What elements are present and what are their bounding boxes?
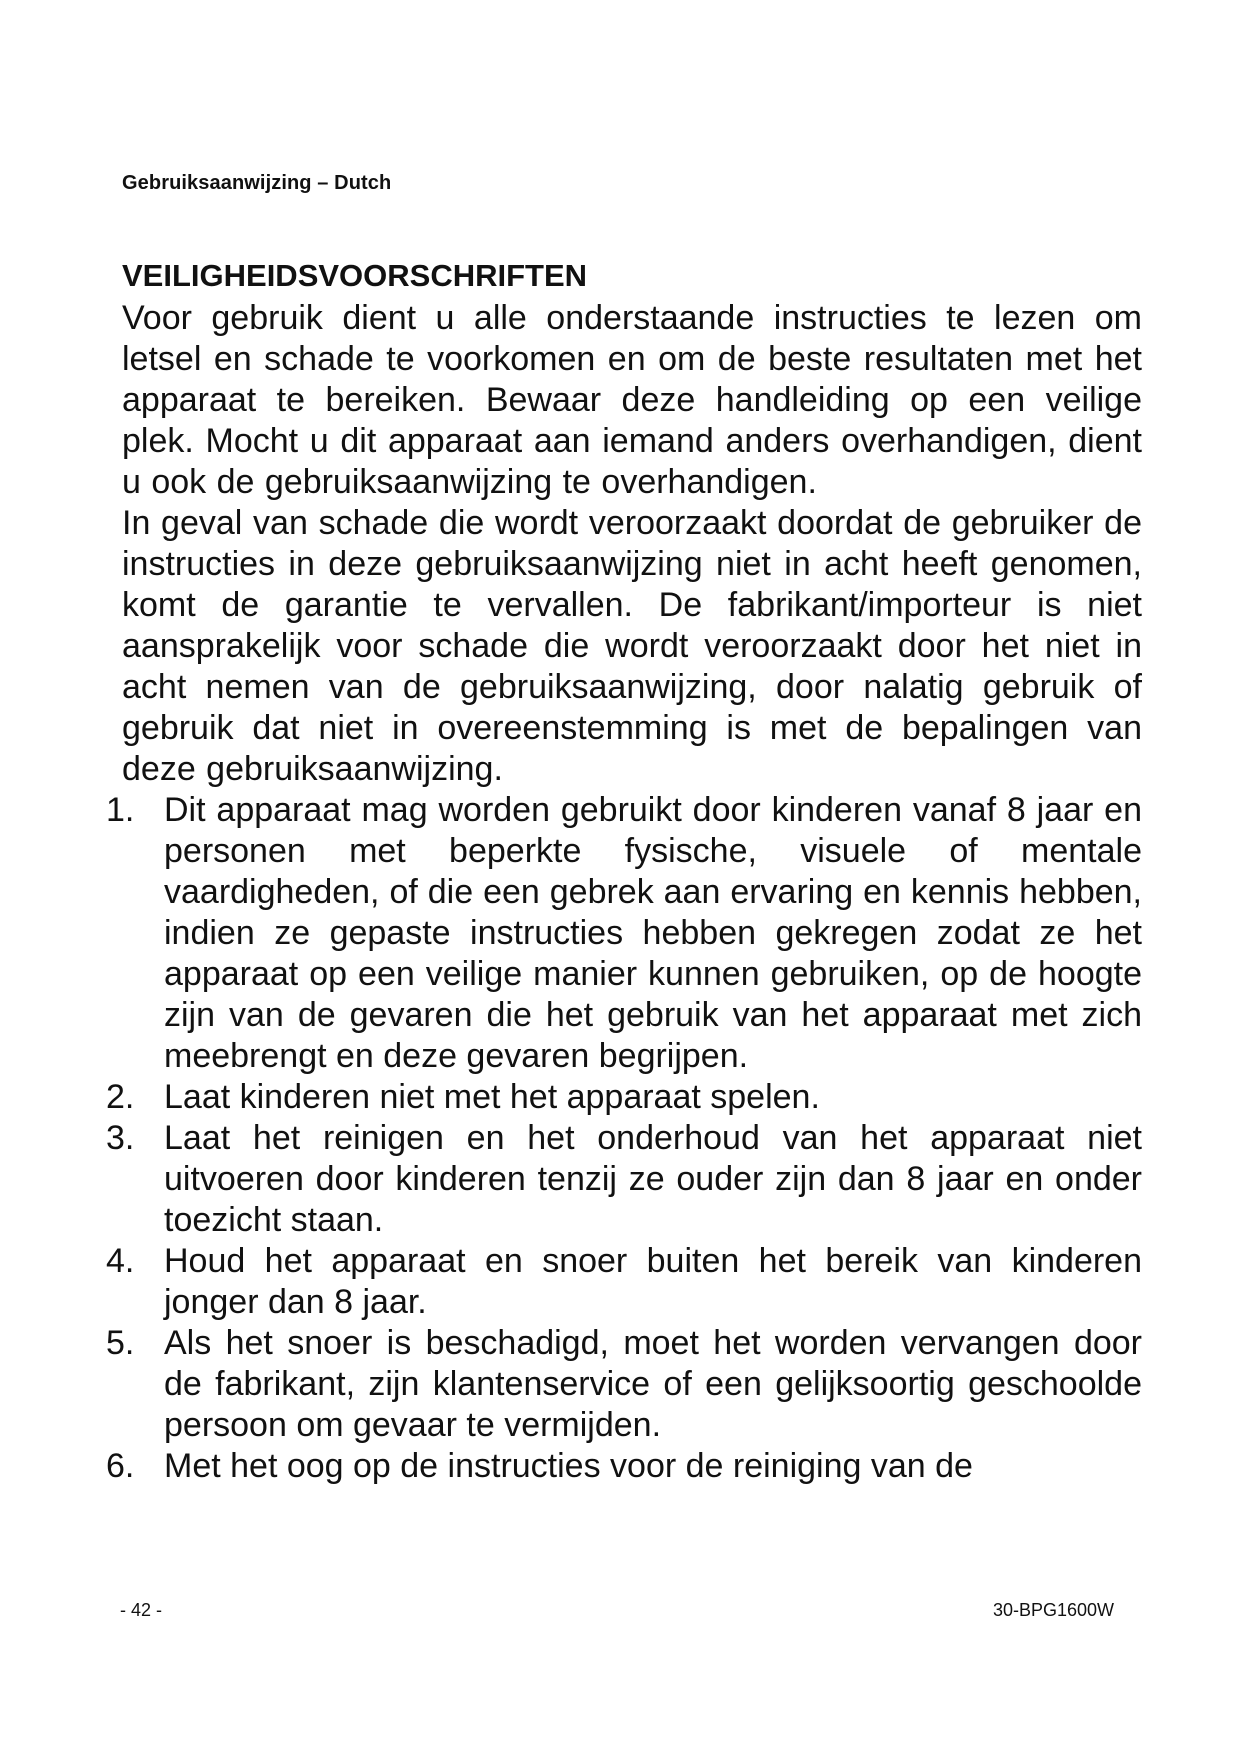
list-item [106,1446,1142,1487]
list-item-text: Laat het reinigen en het onderhoud van het apparaat niet uitvoeren door kinderen tenzij ze ouder zijn dan 8 jaar en onder toezicht staan. [164,1119,1142,1239]
safety-instructions-list [106,790,1142,1487]
page-content [106,256,1142,1487]
list-item [106,790,1142,1077]
list-item [106,1241,1142,1323]
list-item-number: 2. [106,1078,135,1116]
list-item-number: 6. [106,1447,135,1485]
list-item-number: 5. [106,1324,135,1362]
page-number: - 42 - [120,1600,163,1620]
list-item-text: Met het oog op de instructies voor de reiniging van de [164,1447,973,1485]
list-item-number: 3. [106,1119,135,1157]
list-item-text: Laat kinderen niet met het apparaat spelen. [164,1078,820,1116]
intro-paragraph: Voor gebruik dient u alle onderstaande instructies te lezen om letsel en schade te voorkomen en om de beste resultaten met het apparaat te bereiken. Bewaar deze handleiding op een veilige plek. Mocht u dit apparaat aan iemand anders overhandigen, dient u ook de gebruiksaanwijzing te overhandigen. [122,299,1142,501]
liability-paragraph: In geval van schade die wordt veroorzaakt doordat de gebruiker de instructies in deze gebruiksaanwijzing niet in acht heeft genomen, komt de garantie te vervallen. De fabrikant/importeur is niet aansprakelijk voor schade die wordt veroorzaakt door het niet in acht nemen van de gebruiksaanwijzing, door nalatig gebruik of gebruik dat niet in overeenstemming is met de bepalingen van deze gebruiksaanwijzing. [122,504,1142,788]
model-number: 30-BPG1600W [992,1600,1114,1620]
list-item [106,1077,1142,1118]
section-title: VEILIGHEIDSVOORSCHRIFTEN [122,258,588,293]
list-item-text: Dit apparaat mag worden gebruikt door kinderen vanaf 8 jaar en personen met beperkte fysische, visuele of mentale vaardigheden, of die een gebrek aan ervaring en kennis hebben, indien ze gepaste instructies hebben gekregen zodat ze het apparaat op een veilige manier kunnen gebruiken, op de hoogte zijn van de gevaren die het gebruik van het apparaat met zich meebrengt en deze gevaren begrijpen. [164,791,1142,1075]
running-header: Gebruiksaanwijzing – Dutch [122,172,392,194]
list-item-number: 1. [106,791,135,829]
list-item-text: Als het snoer is beschadigd, moet het worden vervangen door de fabrikant, zijn klantenservice of een gelijksoortig geschoolde persoon om gevaar te vermijden. [164,1324,1142,1444]
list-item-text: Houd het apparaat en snoer buiten het bereik van kinderen jonger dan 8 jaar. [164,1242,1142,1321]
list-item [106,1323,1142,1446]
list-item [106,1118,1142,1241]
list-item-number: 4. [106,1242,135,1280]
